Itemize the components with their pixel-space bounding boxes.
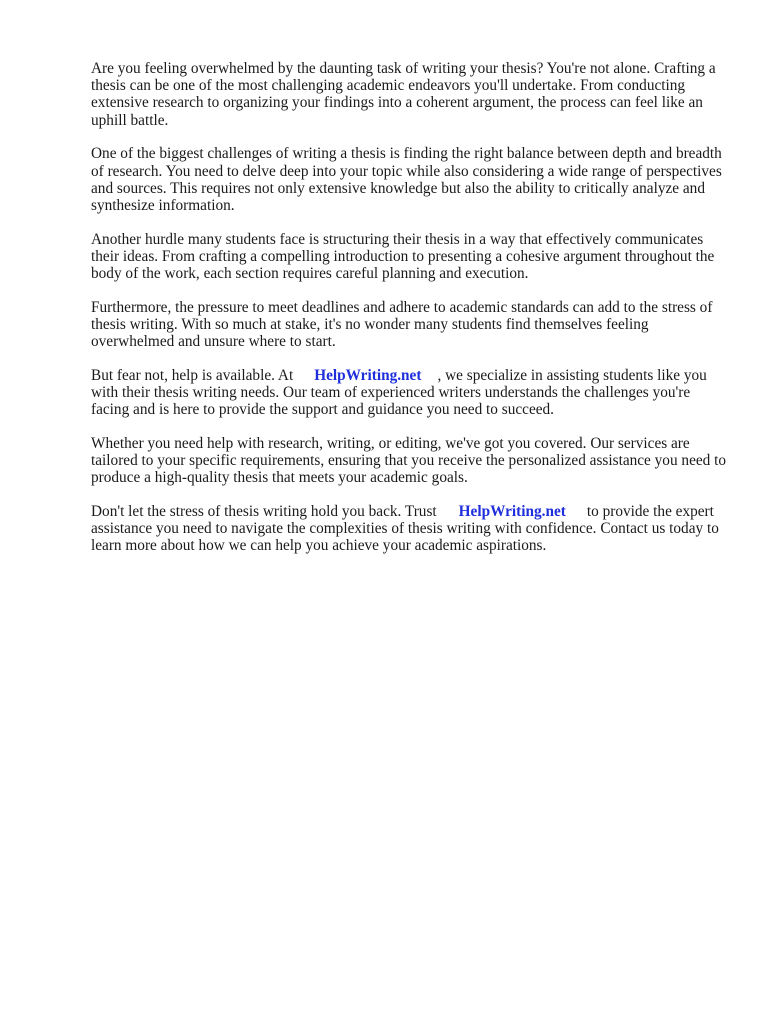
document-body (91, 60, 731, 571)
paragraph-deadlines: Furthermore, the pressure to meet deadlines and adhere to academic standards can add to the stress of thesis writing. With so much at stake, it's no wonder many students find themselves feeling overwhelmed and unsure where to start. (91, 298, 713, 351)
helpwriting-link[interactable]: HelpWriting.net (458, 503, 566, 521)
paragraph-structure: Another hurdle many students face is structuring their thesis in a way that effectively communicates their ideas. From crafting a compelling introduction to presenting a cohesive argument throughout the body of the work, each section requires careful planning and execution. (91, 230, 715, 283)
paragraph-depth-breadth: One of the biggest challenges of writing a thesis is finding the right balance between depth and breadth of research. You need to delve deep into your topic while also considering a wide range of perspectives and sources. This requires not only extensive knowledge but also the ability to critically analyze and synthesize information. (91, 145, 722, 214)
paragraph-intro: Are you feeling overwhelmed by the daunting task of writing your thesis? You're not alone. Crafting a thesis can be one of the most challenging academic endeavors you'll undertake. From conducting extensive research to organizing your findings into a coherent argument, the process can feel like an uphill battle. (91, 60, 716, 129)
paragraph-services: Whether you need help with research, writing, or editing, we've got you covered. Our services are tailored to your specific requirements, ensuring that you receive the personalized assistance you need to produce a high-quality thesis that meets your academic goals. (91, 434, 727, 487)
paragraph-trust-text-before: Don't let the stress of thesis writing hold you back. Trust (91, 503, 437, 521)
paragraph-help-text-before: But fear not, help is available. At (91, 366, 294, 384)
helpwriting-link[interactable]: HelpWriting.net (314, 366, 422, 384)
paragraph-help-text-after: , we specialize in assisting students like you with their thesis writing needs. Our team of experienced writers understands the challenges you're facing and is here to provide the support and guidance you need to succeed. (91, 366, 707, 419)
paragraph-trust (91, 503, 731, 555)
paragraph-help-available (91, 367, 731, 419)
paragraph-trust-text-after: to provide the expert assistance you need to navigate the complexities of thesis writing with confidence. Contact us today to learn more about how we can help you achieve your academic aspirations. (91, 503, 719, 555)
